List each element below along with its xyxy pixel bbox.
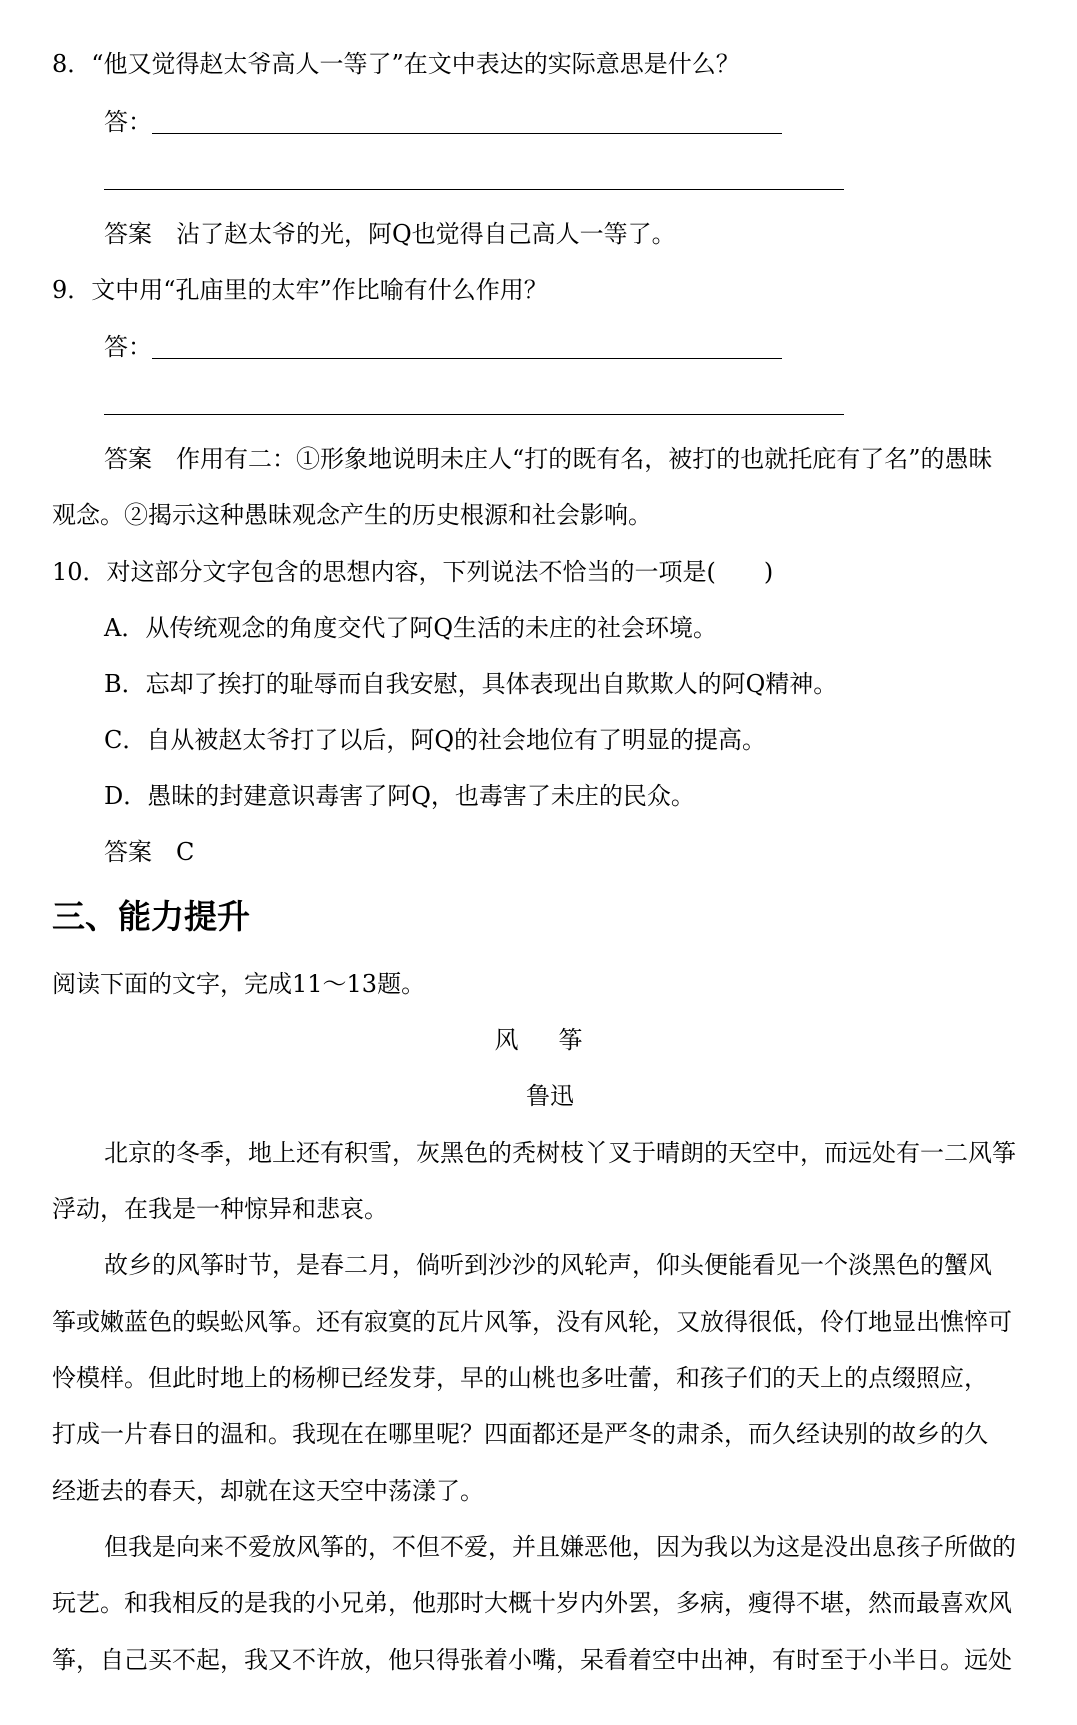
question-8: 8．“他又觉得赵太爷高人一等了”在文中表达的实际意思是什么？ (52, 50, 740, 78)
answer-line-9b (104, 391, 844, 415)
answer-text-10: C (176, 838, 195, 866)
answer-prefix-9: 答： (104, 333, 152, 361)
question-9: 9．文中用“孔庙里的太牢”作比喻有什么作用？ (52, 276, 548, 304)
answer-label-9: 答案 (104, 445, 152, 473)
passage-line: 怜模样。但此时地上的杨柳已经发芽，早的山桃也多吐蕾，和孩子们的天上的点缀照应， (52, 1364, 988, 1392)
section-instruction: 阅读下面的文字，完成11～13题。 (52, 970, 426, 998)
option-b: B．忘却了挨打的耻辱而自我安慰，具体表现出自欺欺人的阿Q精神。 (104, 670, 838, 698)
passage-line: 玩艺。和我相反的是我的小兄弟，他那时大概十岁内外罢，多病，瘦得不堪，然而最喜欢风 (52, 1589, 1012, 1617)
answer-text-9b: 观念。②揭示这种愚昧观念产生的历史根源和社会影响。 (52, 501, 652, 529)
answer-10 (104, 840, 194, 864)
passage-title-char-2: 筝 (558, 1026, 583, 1054)
passage-title-char-1: 风 (494, 1026, 519, 1054)
answer-prefix-8: 答： (104, 108, 152, 136)
answer-label-10: 答案 (104, 838, 152, 866)
answer-line-8a (104, 110, 782, 134)
passage-author: 鲁迅 (526, 1082, 574, 1110)
passage-line: 打成一片春日的温和。我现在在哪里呢？四面都还是严冬的肃杀，而久经诀别的故乡的久 (52, 1420, 988, 1448)
question-10: 10．对这部分文字包含的思想内容，下列说法不恰当的一项是( ) (52, 558, 774, 586)
answer-blank-8b (104, 167, 844, 190)
answer-blank-8a (152, 111, 782, 134)
answer-blank-9a (152, 336, 782, 359)
answer-text-9a: 作用有二：①形象地说明未庄人“打的既有名，被打的也就托庇有了名”的愚昧 (176, 445, 993, 473)
answer-8 (104, 222, 676, 246)
option-d: D．愚昧的封建意识毒害了阿Q，也毒害了未庄的民众。 (104, 782, 695, 810)
answer-blank-9b (104, 392, 844, 415)
section-heading: 三、能力提升 (52, 897, 250, 936)
passage-line: 但我是向来不爱放风筝的，不但不爱，并且嫌恶他，因为我以为这是没出息孩子所做的 (104, 1533, 1016, 1561)
passage-line: 筝或嫩蓝色的蜈蚣风筝。还有寂寞的瓦片风筝，没有风轮，又放得很低，伶仃地显出憔悴可 (52, 1308, 1012, 1336)
answer-line-8b (104, 166, 844, 190)
answer-text-8: 沾了赵太爷的光，阿Q也觉得自己高人一等了。 (176, 220, 676, 248)
option-a: A．从传统观念的角度交代了阿Q生活的未庄的社会环境。 (104, 614, 718, 642)
passage-line: 经逝去的春天，却就在这天空中荡漾了。 (52, 1477, 484, 1505)
answer-9 (104, 447, 993, 471)
option-c: C．自从被赵太爷打了以后，阿Q的社会地位有了明显的提高。 (104, 726, 767, 754)
passage-title (0, 1028, 1077, 1052)
passage-line: 北京的冬季，地上还有积雪，灰黑色的秃树枝丫叉于晴朗的天空中，而远处有一二风筝 (104, 1139, 1016, 1167)
passage-line: 浮动，在我是一种惊异和悲哀。 (52, 1195, 388, 1223)
answer-line-9a (104, 335, 782, 359)
passage-line: 筝，自己买不起，我又不许放，他只得张着小嘴，呆看着空中出神，有时至于小半日。远处 (52, 1646, 1012, 1674)
answer-label-8: 答案 (104, 220, 152, 248)
passage-line: 故乡的风筝时节，是春二月，倘听到沙沙的风轮声，仰头便能看见一个淡黑色的蟹风 (104, 1251, 992, 1279)
